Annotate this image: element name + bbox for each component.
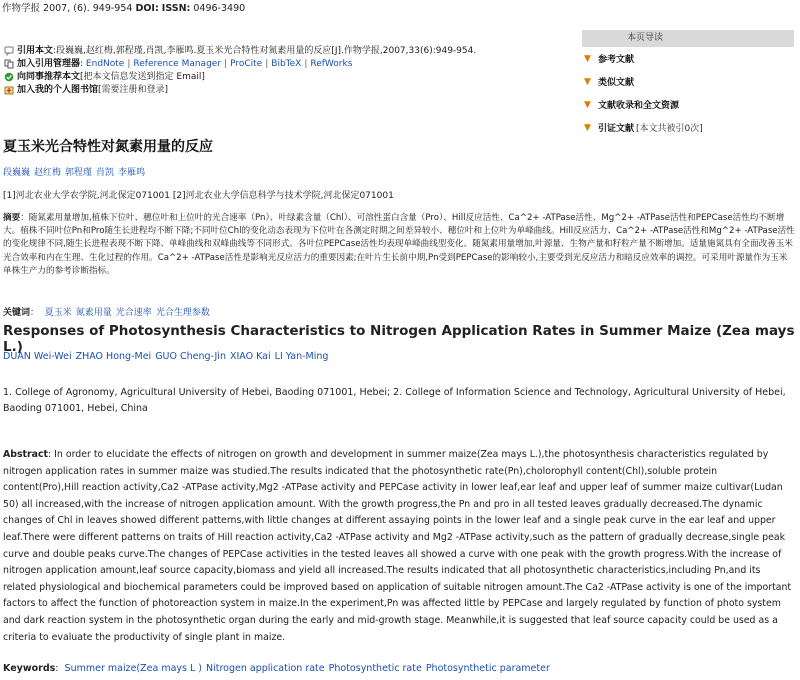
abstract-label-cn: 摘要 [3, 213, 21, 223]
doi-label: DOI: [135, 3, 159, 14]
issn-label: ISSN: [161, 3, 191, 14]
arrow-down-icon: ▼ [584, 53, 591, 64]
citation-block [4, 45, 564, 97]
sidebar-item-label[interactable]: 文献收录和全文资源 [598, 101, 680, 111]
sidebar-title: 本页导读 [582, 30, 794, 47]
recommend-row[interactable] [4, 71, 564, 83]
reference-manager-link[interactable]: Reference Manager [133, 59, 222, 69]
keyword-link[interactable]: Summer maize(Zea mays L ) [64, 663, 203, 674]
manager-icon [4, 59, 14, 69]
keywords-cn: 关键词： 夏玉米 氮素用量 光合速率 光合生理参数 [3, 308, 210, 318]
authors-cn [3, 165, 149, 178]
author-link[interactable]: 段巍巍 [3, 168, 31, 178]
endnote-link[interactable]: EndNote [85, 59, 125, 69]
sidebar-item-fulltext[interactable] [582, 93, 794, 116]
cite-text: :段巍巍,赵红梅,郭程瑾,肖凯,李雁鸣.夏玉米光合特性对氮素用量的反应[J].作物学报,2007,33(6):949-954. [53, 46, 477, 56]
cite-row [4, 45, 564, 57]
author-link[interactable]: LI Yan-Ming [274, 351, 329, 362]
manager-row: 加入引用管理器 : EndNote | Reference Manager | ProCite | BibTeX | RefWorks [4, 58, 564, 70]
recommend-label[interactable]: 向同事推荐本文 [17, 72, 81, 82]
library-label[interactable]: 加入我的个人图书馆 [17, 85, 99, 95]
author-link[interactable]: XIAO Kai [229, 351, 271, 362]
author-link[interactable]: GUO Cheng-Jin [155, 351, 226, 362]
keywords-en: Keywords: Summer maize(Zea mays L ) Nitrogen application rate Photosynthetic rate Photosynthetic parameter [3, 663, 550, 674]
keyword-link[interactable]: 夏玉米 [44, 308, 72, 318]
journal-header [2, 0, 245, 14]
abstract-en [3, 447, 795, 646]
affiliation-en: 1. College of Agronomy, Agricultural University of Hebei, Baoding 071001, Hebei; 2. College of Information Science and Technology, Agricultural University of Hebei, Baoding 071001, Hebei, China [3, 387, 786, 414]
citation-count-note: [本文共被引0次] [636, 124, 703, 134]
article-title-en: Responses of Photosynthesis Characteristics to Nitrogen Application Rates in Summer Maize (Zea mays L.) [3, 323, 795, 355]
library-row[interactable] [4, 84, 564, 96]
author-link[interactable]: DUAN Wei-Wei [3, 351, 72, 362]
bibtex-link[interactable]: BibTeX [271, 59, 302, 69]
keyword-link[interactable]: Photosynthetic rate [328, 663, 422, 674]
quote-icon [4, 46, 14, 56]
journal-info: 作物学报 2007, (6). 949-954 [2, 3, 133, 14]
author-link[interactable]: ZHAO Hong-Mei [75, 351, 152, 362]
keyword-link[interactable]: 氮素用量 [75, 308, 112, 318]
sidebar-item-references[interactable] [582, 47, 794, 70]
recommend-note: [把本文信息发送到指定 Email] [80, 72, 205, 82]
sidebar-item-label[interactable]: 引证文献 [598, 124, 635, 134]
author-link[interactable]: 郭程瑾 [65, 168, 93, 178]
abstract-text-en: : In order to elucidate the effects of nitrogen on growth and development in summer maize(Zea mays L.),the photosynthesis characteristics regulated by nitrogen application rates in summer maize was studied.The results indicated that the photosynthetic rate(Pn),cholorophyll content(Chl),soluble protein content(Pro),Hill reaction activity,Ca2 -ATPase activity,Mg2 -ATPase activity and PEPCase activity in lower leaf,ear leaf and upper leaf of summer maize cultivar(Ludan 50) all increased,with the increase of nitrogen application amount. With the growth progress,the Pn and pro in all tested leaves gradually decreased.The dynamic changes of Chl in leaves showed different patterns,with little changes at different assaying points in the lower leaf and a single peak curve in the ear leaf and upper leaf.There were different patterns on traits of Hill reaction activity,Ca2 -ATPase activity and Mg2 -ATPase activity,such as the pattern of gradually decrease,single peak curve and double peaks curve.The changes of PEPCase activities in the tested leaves all showed a curve with one peak with the growth progress.With the increase of nitrogen application amount,leaf source capacity,biomass and yield all increased.The results indicated that all photosynthetic characteristics,including Pn,and its related physiological and biochemical parameters could be improved based on application of suitable nitrogen amount.The Ca2 -ATPase activity is one of the important factors to affect the function of photoreaction system in maize.In the experiment,Pn was affected little by PEPCase and largely regulated by function of photo system and dark reaction system in the photosynthetic organ during the early and mid-growth stage. Meanwhile,it is suggested that leaf source capacity could be used as a criteria to evaluate the productivity of single plant in maize. [3, 449, 792, 643]
issn-value: 0496-3490 [193, 3, 246, 14]
author-link[interactable]: 肖凯 [96, 168, 115, 178]
authors-en [3, 351, 332, 362]
keyword-link[interactable]: 光合速率 [115, 308, 152, 318]
author-link[interactable]: 李雁鸣 [118, 168, 146, 178]
sidebar-item-label[interactable]: 类似文献 [598, 78, 635, 88]
sidebar-item-label[interactable]: 参考文献 [598, 55, 635, 65]
library-note: [需要注册和登录] [98, 85, 169, 95]
arrow-down-icon: ▼ [584, 122, 591, 133]
abstract-label-en: Abstract [3, 449, 49, 460]
abstract-text-cn: ：随氮素用量增加,植株下位叶、穗位叶和上位叶的光合速率（Pn）、叶绿素含量（Chl）、可溶性蛋白含量（Pro）、Hill反应活性、Ca^2+ -ATPase活性、Mg^2+ -ATPase活性和PEPCase活性均不断增大。植株不同叶位Pn和Pro随生长进程均不断下降;不同叶位Chl的变化动态表现为下位叶在各测定时期之间差异较小、穗位叶和上位叶为单峰曲线。Hill反应活力、Ca^2+ -ATPase活性和Mg^2+ -ATPase活性的变化规律不同,随生长进程表现不断下降、单峰曲线和双峰曲线等不同形式。各叶位PEPCase活性均表现单峰曲线型变化。随氮素用量增加,叶源量、生物产量和籽粒产量不断增加。适量施氮具有全面改善玉米光合效率和内在生理、生化过程的作用。Ca^2+ -ATPase活性是影响光反应活力的重要因素;在叶片生长前中期,Pn受到PEPCase的影响较小,主要受到光反应活力和暗反应效率的调控。可采用叶源量作为玉米单株生产力的参考诊断指标。 [3, 213, 795, 276]
affiliation-cn: [1]河北农业大学农学院,河北保定071001 [2]河北农业大学信息科学与技术学院,河北保定071001 [3, 191, 394, 201]
keywords-label-en: Keywords [3, 663, 56, 674]
author-link[interactable]: 赵红梅 [34, 168, 62, 178]
keyword-link[interactable]: Photosynthetic parameter [425, 663, 550, 674]
abstract-cn [3, 212, 795, 278]
keyword-link[interactable]: Nitrogen application rate [206, 663, 325, 674]
article-title-cn: 夏玉米光合特性对氮素用量的反应 [3, 139, 213, 155]
library-icon [4, 85, 14, 95]
keywords-label-cn: 关键词 [3, 308, 31, 318]
arrow-down-icon: ▼ [584, 99, 591, 110]
sidebar-item-citations[interactable] [582, 116, 794, 139]
arrow-down-icon: ▼ [584, 76, 591, 87]
refworks-link[interactable]: RefWorks [310, 59, 353, 69]
recommend-icon [4, 72, 14, 82]
manager-label: 加入引用管理器 [17, 59, 81, 69]
keyword-link[interactable]: 光合生理参数 [155, 308, 210, 318]
cite-label: 引用本文 [17, 46, 54, 56]
sidebar-item-similar[interactable] [582, 70, 794, 93]
page-guide-sidebar [582, 30, 794, 139]
procite-link[interactable]: ProCite [230, 59, 263, 69]
